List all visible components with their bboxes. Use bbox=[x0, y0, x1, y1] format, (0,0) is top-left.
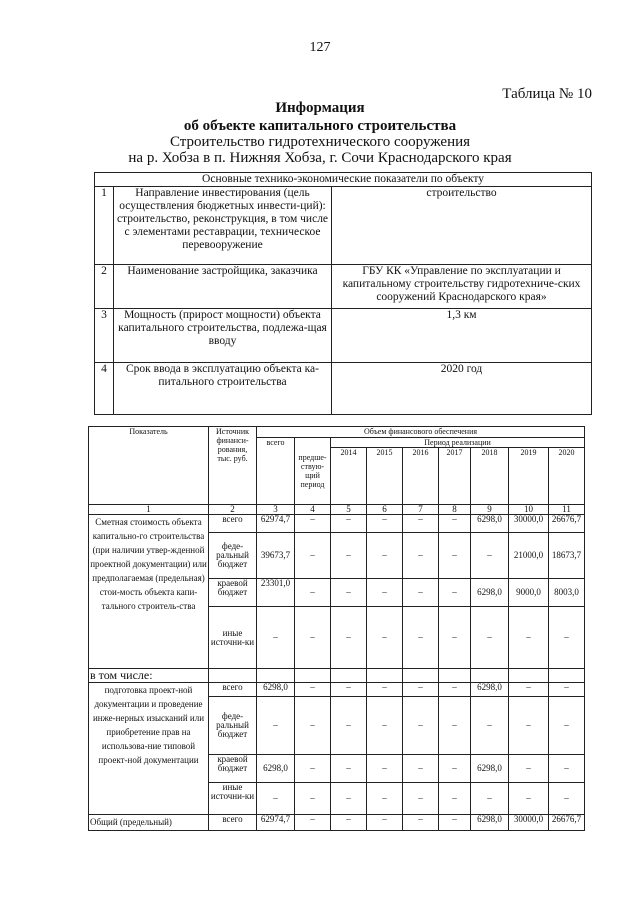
indicator-label: Срок ввода в эксплуатацию объекта ка-питального строительства bbox=[114, 363, 332, 415]
col-header-year: 2019 bbox=[509, 448, 549, 505]
value-cell: – bbox=[439, 815, 471, 831]
col-header-year: 2016 bbox=[403, 448, 439, 505]
value-cell: – bbox=[367, 515, 403, 533]
col-header-year: 2020 bbox=[549, 448, 585, 505]
col-number: 11 bbox=[549, 505, 585, 515]
value-cell: – bbox=[295, 515, 331, 533]
object-location: на р. Хобза в п. Нижняя Хобза, г. Сочи Краснодарского края bbox=[128, 150, 512, 166]
col-number: 3 bbox=[257, 505, 295, 515]
source-cell: краевой бюджет bbox=[209, 579, 257, 607]
indicators-table bbox=[94, 172, 592, 415]
value-cell: – bbox=[471, 783, 509, 815]
col-header-total: всего bbox=[257, 438, 295, 505]
value-cell: – bbox=[367, 607, 403, 669]
value-cell: – bbox=[471, 607, 509, 669]
value-cell: – bbox=[367, 815, 403, 831]
value-cell: – bbox=[509, 783, 549, 815]
value-cell: – bbox=[439, 533, 471, 579]
value-cell: – bbox=[331, 697, 367, 755]
row-label-total: Общий (предельный) bbox=[89, 815, 209, 831]
source-cell: иные источни-ки bbox=[209, 783, 257, 815]
value-cell: – bbox=[331, 607, 367, 669]
indicator-value: строительство bbox=[332, 187, 592, 265]
source-cell: феде-ральный бюджет bbox=[209, 533, 257, 579]
value-cell: – bbox=[367, 579, 403, 607]
source-cell: всего bbox=[209, 815, 257, 831]
indicator-label: Направление инвестирования (цель осуществления бюджетных инвести-ций): строительство, реконструкция, в том числе с элементами реставрации, техническое перевооружение bbox=[114, 187, 332, 265]
value-cell: – bbox=[295, 607, 331, 669]
value-cell: – bbox=[403, 533, 439, 579]
value-cell: 62974,7 bbox=[257, 815, 295, 831]
value-cell: – bbox=[439, 755, 471, 783]
value-cell: – bbox=[509, 697, 549, 755]
value-cell: – bbox=[331, 533, 367, 579]
col-number: 10 bbox=[509, 505, 549, 515]
value-cell: – bbox=[295, 755, 331, 783]
value-cell: – bbox=[403, 755, 439, 783]
doc-title: Информация bbox=[275, 100, 365, 116]
indicators-header: Основные технико-экономические показатели по объекту bbox=[95, 173, 592, 187]
source-cell: иные источни-ки bbox=[209, 607, 257, 669]
value-cell: – bbox=[367, 755, 403, 783]
value-cell: – bbox=[331, 815, 367, 831]
col-number: 9 bbox=[471, 505, 509, 515]
value-cell: – bbox=[295, 579, 331, 607]
value-cell: 39673,7 bbox=[257, 533, 295, 579]
value-cell: – bbox=[439, 697, 471, 755]
value-cell: – bbox=[367, 783, 403, 815]
value-cell: 62974,7 bbox=[257, 515, 295, 533]
col-number: 2 bbox=[209, 505, 257, 515]
value-cell: – bbox=[331, 579, 367, 607]
col-header-prev: предше-ствую-щий период bbox=[295, 438, 331, 505]
col-header-source: Источник финанси-рования, тыс. руб. bbox=[209, 427, 257, 505]
value-cell: – bbox=[439, 607, 471, 669]
col-header-indicator: Показатель bbox=[89, 427, 209, 505]
value-cell: 30000,0 bbox=[509, 815, 549, 831]
value-cell: – bbox=[509, 683, 549, 697]
value-cell: 6298,0 bbox=[471, 815, 509, 831]
indicator-value: 2020 год bbox=[332, 363, 592, 415]
col-number: 4 bbox=[295, 505, 331, 515]
col-header-year: 2017 bbox=[439, 448, 471, 505]
value-cell: 6298,0 bbox=[471, 579, 509, 607]
value-cell: 6298,0 bbox=[471, 755, 509, 783]
value-cell: 8003,0 bbox=[549, 579, 585, 607]
value-cell: – bbox=[367, 697, 403, 755]
value-cell: – bbox=[439, 783, 471, 815]
value-cell: – bbox=[439, 683, 471, 697]
col-header-volume: Объем финансового обеспечения bbox=[257, 427, 585, 438]
value-cell: 23301,0 bbox=[257, 579, 295, 607]
value-cell: 21000,0 bbox=[509, 533, 549, 579]
value-cell: – bbox=[331, 783, 367, 815]
value-cell: 6298,0 bbox=[257, 683, 295, 697]
page-number: 127 bbox=[309, 40, 331, 55]
indicator-label: Мощность (прирост мощности) объекта капитального строительства, подлежа-щая вводу bbox=[114, 309, 332, 363]
col-header-year: 2015 bbox=[367, 448, 403, 505]
value-cell: – bbox=[549, 697, 585, 755]
col-number: 1 bbox=[89, 505, 209, 515]
table-number: Таблица № 10 bbox=[502, 86, 592, 102]
value-cell: – bbox=[367, 533, 403, 579]
value-cell: – bbox=[549, 683, 585, 697]
col-header-year: 2018 bbox=[471, 448, 509, 505]
value-cell: 26676,7 bbox=[549, 815, 585, 831]
row-number: 3 bbox=[95, 309, 114, 363]
source-cell: краевой бюджет bbox=[209, 755, 257, 783]
value-cell: – bbox=[257, 697, 295, 755]
value-cell: – bbox=[549, 783, 585, 815]
value-cell: – bbox=[257, 783, 295, 815]
value-cell: – bbox=[295, 533, 331, 579]
col-number: 8 bbox=[439, 505, 471, 515]
value-cell: – bbox=[295, 683, 331, 697]
indicator-value: 1,3 км bbox=[332, 309, 592, 363]
col-number: 7 bbox=[403, 505, 439, 515]
row-label-estimated-cost: Сметная стоимость объекта капитально-го строительства (при наличии утвер-жденной проектной документации) или предполагаемая (предельная) стои-мость объекта капи-тального строитель-ства bbox=[89, 515, 209, 669]
col-number: 5 bbox=[331, 505, 367, 515]
value-cell: – bbox=[257, 607, 295, 669]
value-cell: – bbox=[471, 697, 509, 755]
value-cell: 9000,0 bbox=[509, 579, 549, 607]
value-cell: – bbox=[403, 697, 439, 755]
value-cell: – bbox=[403, 815, 439, 831]
row-number: 1 bbox=[95, 187, 114, 265]
row-number: 2 bbox=[95, 265, 114, 309]
value-cell: 30000,0 bbox=[509, 515, 549, 533]
subheader-including: в том числе: bbox=[89, 669, 209, 683]
value-cell: 6298,0 bbox=[471, 515, 509, 533]
value-cell: – bbox=[295, 697, 331, 755]
value-cell: 6298,0 bbox=[257, 755, 295, 783]
value-cell: – bbox=[295, 815, 331, 831]
value-cell: – bbox=[403, 607, 439, 669]
value-cell: – bbox=[509, 607, 549, 669]
value-cell: – bbox=[509, 755, 549, 783]
object-name: Строительство гидротехнического сооружения bbox=[169, 134, 471, 150]
value-cell: – bbox=[549, 607, 585, 669]
row-number: 4 bbox=[95, 363, 114, 415]
value-cell: – bbox=[403, 783, 439, 815]
col-header-period: Период реализации bbox=[331, 438, 585, 448]
value-cell: – bbox=[331, 755, 367, 783]
indicator-value: ГБУ КК «Управление по эксплуатации и капитальному строительству гидротехниче-ских сооружений Краснодарского края» bbox=[332, 265, 592, 309]
value-cell: – bbox=[471, 533, 509, 579]
value-cell: – bbox=[403, 515, 439, 533]
doc-subtitle: об объекте капитального строительства bbox=[183, 118, 457, 134]
finance-table bbox=[88, 426, 585, 831]
value-cell: – bbox=[439, 579, 471, 607]
col-number: 6 bbox=[367, 505, 403, 515]
source-cell: феде-ральный бюджет bbox=[209, 697, 257, 755]
value-cell: – bbox=[403, 579, 439, 607]
value-cell: – bbox=[549, 755, 585, 783]
col-header-year: 2014 bbox=[331, 448, 367, 505]
value-cell: – bbox=[367, 683, 403, 697]
value-cell: – bbox=[295, 783, 331, 815]
value-cell: – bbox=[331, 515, 367, 533]
value-cell: – bbox=[331, 683, 367, 697]
value-cell: – bbox=[403, 683, 439, 697]
indicator-label: Наименование застройщика, заказчика bbox=[114, 265, 332, 309]
value-cell: – bbox=[439, 515, 471, 533]
source-cell: всего bbox=[209, 683, 257, 697]
value-cell: 18673,7 bbox=[549, 533, 585, 579]
value-cell: 6298,0 bbox=[471, 683, 509, 697]
source-cell: всего bbox=[209, 515, 257, 533]
row-label-design-docs: подготовка проект-ной документации и проведение инже-нерных изысканий или приобретение прав на использова-ние типовой проект-ной документации bbox=[89, 683, 209, 815]
value-cell: 26676,7 bbox=[549, 515, 585, 533]
